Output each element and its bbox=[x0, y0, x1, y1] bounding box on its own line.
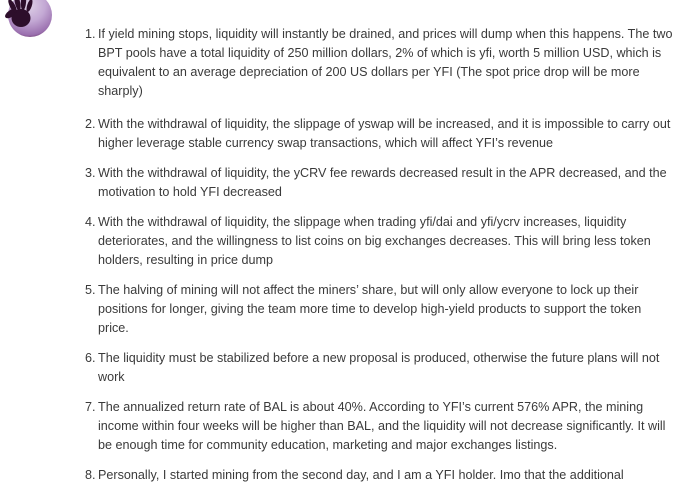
item-text: If yield mining stops, liquidity will instantly be drained, and prices will dump when this happens. The two BPT pools have a total liquidity of 250 million dollars, 2% of which is yfi, worth 5 million USD, which is equivalent to an average depreciation of 200 US dollars per YFI (The spot price drop will be more sharply) bbox=[98, 27, 673, 98]
item-text: Personally, I started mining from the second day, and I am a YFI holder. Imo that the additional bbox=[98, 468, 624, 482]
list-item bbox=[85, 115, 675, 153]
item-number: 8. bbox=[85, 468, 96, 482]
hand-sphere-icon bbox=[4, 0, 56, 42]
item-number: 5. bbox=[85, 283, 96, 297]
item-text: With the withdrawal of liquidity, the slippage of yswap will be increased, and it is impossible to carry out higher leverage stable currency swap transactions, which will affect YFI’s revenue bbox=[98, 117, 671, 150]
item-text: With the withdrawal of liquidity, the yCRV fee rewards decreased result in the APR decreased, and the motivation to hold YFI decreased bbox=[98, 166, 667, 199]
list-item bbox=[85, 398, 675, 455]
item-number: 3. bbox=[85, 166, 96, 180]
list-item bbox=[85, 164, 675, 202]
item-text: The annualized return rate of BAL is about 40%. According to YFI’s current 576% APR, the mining income within four weeks will be higher than BAL, and the liquidity will not decrease significantly. It will be enough time for community education, marketing and major exchanges listings. bbox=[98, 400, 666, 452]
numbered-list bbox=[85, 25, 675, 496]
item-number: 2. bbox=[85, 117, 96, 131]
item-number: 4. bbox=[85, 215, 96, 229]
item-text: The halving of mining will not affect the miners’ share, but will only allow everyone to lock up their positions for longer, giving the team more time to develop high-yield products to support the token price. bbox=[98, 283, 642, 335]
list-item bbox=[85, 349, 675, 387]
item-number: 6. bbox=[85, 351, 96, 365]
item-text: With the withdrawal of liquidity, the slippage when trading yfi/dai and yfi/ycrv increases, liquidity deteriorates, and the willingness to list coins on big exchanges decreases. This will bring less token holders, resulting in price dump bbox=[98, 215, 651, 267]
item-number: 7. bbox=[85, 400, 96, 414]
list-item bbox=[85, 25, 675, 101]
avatar[interactable] bbox=[4, 0, 56, 42]
list-item bbox=[85, 213, 675, 270]
item-number: 1. bbox=[85, 27, 96, 41]
list-item bbox=[85, 466, 675, 485]
item-text: The liquidity must be stabilized before a new proposal is produced, otherwise the future plans will not work bbox=[98, 351, 660, 384]
list-item bbox=[85, 281, 675, 338]
